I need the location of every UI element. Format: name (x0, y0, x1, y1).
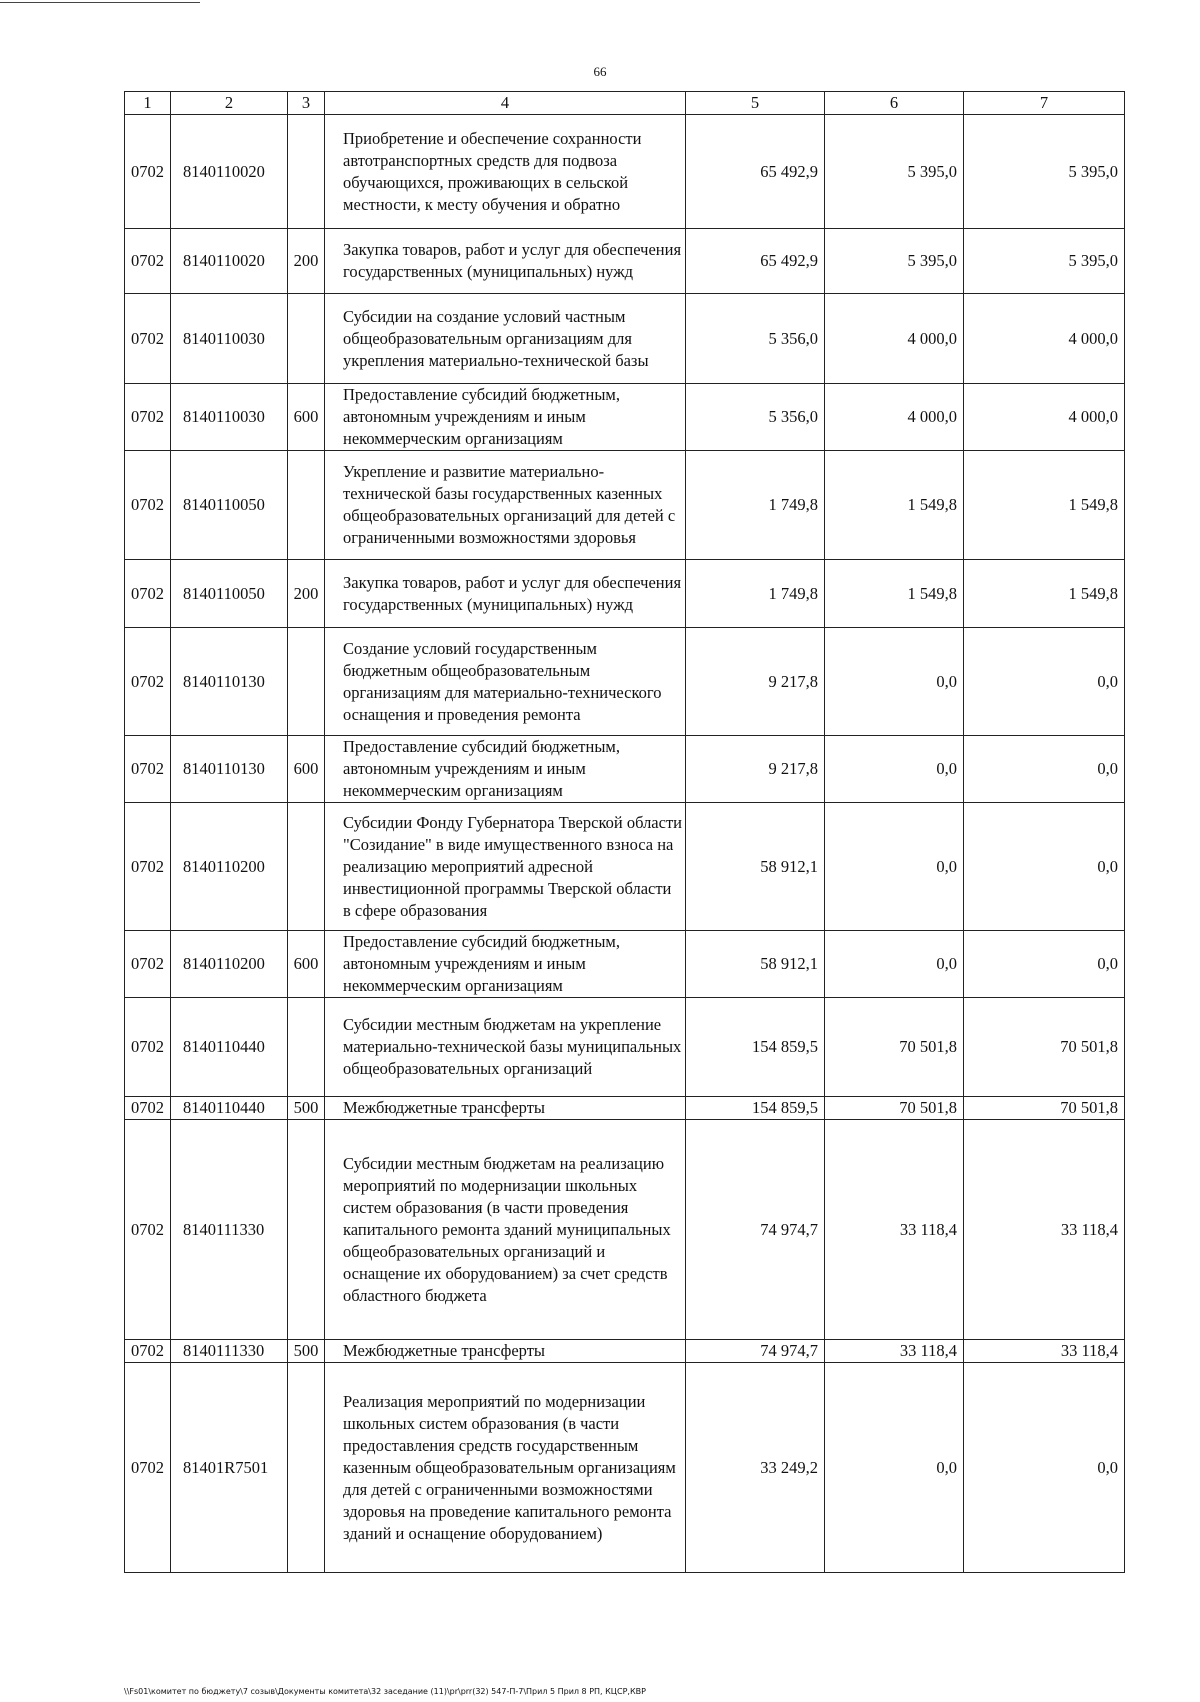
column-header-4: 4 (325, 92, 686, 115)
section-code-cell: 0702 (125, 628, 171, 736)
amount-col5-cell: 65 492,9 (686, 229, 825, 294)
table-row (125, 1363, 1125, 1573)
table-row (125, 1340, 1125, 1363)
section-code-cell: 0702 (125, 1363, 171, 1573)
amount-col5-cell: 58 912,1 (686, 803, 825, 931)
amount-col5-cell: 74 974,7 (686, 1120, 825, 1340)
target-article-cell: 8140110130 (171, 736, 288, 803)
amount-col5-cell: 9 217,8 (686, 736, 825, 803)
description-cell: Предоставление субсидий бюджетным, автономным учреждениям и иным некоммерческим организациям (325, 736, 686, 803)
table-row (125, 736, 1125, 803)
amount-col5-cell: 5 356,0 (686, 384, 825, 451)
table-row (125, 115, 1125, 229)
table-row (125, 628, 1125, 736)
target-article-cell: 8140111330 (171, 1120, 288, 1340)
section-code-cell: 0702 (125, 115, 171, 229)
expense-type-cell (288, 451, 325, 560)
amount-col7-cell: 0,0 (964, 1363, 1125, 1573)
amount-col5-cell: 1 749,8 (686, 560, 825, 628)
expense-type-cell: 200 (288, 560, 325, 628)
description-cell: Закупка товаров, работ и услуг для обеспечения государственных (муниципальных) нужд (325, 229, 686, 294)
amount-col7-cell: 1 549,8 (964, 451, 1125, 560)
target-article-cell: 8140110440 (171, 998, 288, 1097)
target-article-cell: 8140110030 (171, 384, 288, 451)
target-article-cell: 8140110440 (171, 1097, 288, 1120)
amount-col6-cell: 4 000,0 (825, 384, 964, 451)
amount-col6-cell: 70 501,8 (825, 1097, 964, 1120)
amount-col7-cell: 70 501,8 (964, 998, 1125, 1097)
section-code-cell: 0702 (125, 803, 171, 931)
amount-col5-cell: 154 859,5 (686, 998, 825, 1097)
amount-col6-cell: 33 118,4 (825, 1340, 964, 1363)
target-article-cell: 8140110200 (171, 931, 288, 998)
amount-col7-cell: 0,0 (964, 628, 1125, 736)
description-cell: Субсидии Фонду Губернатора Тверской области "Созидание" в виде имущественного взноса на реализацию мероприятий адресной инвестиционной программы Тверской области в сфере образования (325, 803, 686, 931)
amount-col5-cell: 65 492,9 (686, 115, 825, 229)
section-code-cell: 0702 (125, 1120, 171, 1340)
expense-type-cell (288, 1363, 325, 1573)
section-code-cell: 0702 (125, 998, 171, 1097)
description-cell: Реализация мероприятий по модернизации школьных систем образования (в части предоставления средств государственным казенным общеобразовательным организациям для детей с ограниченными возможностями здоровья на проведение капитального ремонта зданий и оснащение оборудованием) (325, 1363, 686, 1573)
column-header-5: 5 (686, 92, 825, 115)
section-code-cell: 0702 (125, 1097, 171, 1120)
amount-col6-cell: 0,0 (825, 628, 964, 736)
amount-col5-cell: 1 749,8 (686, 451, 825, 560)
amount-col5-cell: 74 974,7 (686, 1340, 825, 1363)
amount-col7-cell: 0,0 (964, 803, 1125, 931)
amount-col5-cell: 58 912,1 (686, 931, 825, 998)
expense-type-cell (288, 628, 325, 736)
section-code-cell: 0702 (125, 229, 171, 294)
section-code-cell: 0702 (125, 384, 171, 451)
description-cell: Субсидии на создание условий частным общеобразовательным организациям для укрепления материально-технической базы (325, 294, 686, 384)
table-row (125, 1097, 1125, 1120)
table-header-row (125, 92, 1125, 115)
column-header-3: 3 (288, 92, 325, 115)
expense-type-cell (288, 803, 325, 931)
target-article-cell: 8140110020 (171, 229, 288, 294)
column-header-1: 1 (125, 92, 171, 115)
target-article-cell: 81401R7501 (171, 1363, 288, 1573)
expense-type-cell: 600 (288, 931, 325, 998)
column-header-2: 2 (171, 92, 288, 115)
description-cell: Приобретение и обеспечение сохранности автотранспортных средств для подвоза обучающихся, проживающих в сельской местности, к месту обучения и обратно (325, 115, 686, 229)
amount-col7-cell: 0,0 (964, 736, 1125, 803)
footer-file-path: \\Fs01\комитет по бюджету\7 созыв\Документы комитета\32 заседание (11)\pr\prr(32) 547-П-7\Прил 5 Прил 8 РП, КЦСР,КВР (124, 1687, 646, 1696)
section-code-cell: 0702 (125, 736, 171, 803)
amount-col5-cell: 9 217,8 (686, 628, 825, 736)
table-row (125, 1120, 1125, 1340)
expense-type-cell: 600 (288, 384, 325, 451)
amount-col7-cell: 4 000,0 (964, 384, 1125, 451)
target-article-cell: 8140111330 (171, 1340, 288, 1363)
amount-col7-cell: 1 549,8 (964, 560, 1125, 628)
target-article-cell: 8140110200 (171, 803, 288, 931)
column-header-7: 7 (964, 92, 1125, 115)
table-row (125, 294, 1125, 384)
description-cell: Субсидии местным бюджетам на укрепление материально-технической базы муниципальных общеобразовательных организаций (325, 998, 686, 1097)
table-row (125, 229, 1125, 294)
target-article-cell: 8140110020 (171, 115, 288, 229)
amount-col6-cell: 1 549,8 (825, 560, 964, 628)
amount-col5-cell: 154 859,5 (686, 1097, 825, 1120)
target-article-cell: 8140110030 (171, 294, 288, 384)
amount-col7-cell: 33 118,4 (964, 1120, 1125, 1340)
amount-col5-cell: 33 249,2 (686, 1363, 825, 1573)
table-body (125, 115, 1125, 1573)
amount-col6-cell: 4 000,0 (825, 294, 964, 384)
table-row (125, 384, 1125, 451)
description-cell: Создание условий государственным бюджетным общеобразовательным организациям для материально-технического оснащения и проведения ремонта (325, 628, 686, 736)
amount-col6-cell: 0,0 (825, 803, 964, 931)
target-article-cell: 8140110050 (171, 451, 288, 560)
amount-col7-cell: 4 000,0 (964, 294, 1125, 384)
section-code-cell: 0702 (125, 1340, 171, 1363)
amount-col7-cell: 33 118,4 (964, 1340, 1125, 1363)
expense-type-cell: 500 (288, 1340, 325, 1363)
description-cell: Закупка товаров, работ и услуг для обеспечения государственных (муниципальных) нужд (325, 560, 686, 628)
amount-col6-cell: 0,0 (825, 931, 964, 998)
amount-col6-cell: 1 549,8 (825, 451, 964, 560)
expense-type-cell (288, 1120, 325, 1340)
expense-type-cell (288, 998, 325, 1097)
description-cell: Предоставление субсидий бюджетным, автономным учреждениям и иным некоммерческим организациям (325, 931, 686, 998)
expense-type-cell: 200 (288, 229, 325, 294)
scan-edge-line (0, 2, 200, 3)
column-header-6: 6 (825, 92, 964, 115)
target-article-cell: 8140110050 (171, 560, 288, 628)
expense-type-cell (288, 294, 325, 384)
budget-table (124, 91, 1125, 1573)
section-code-cell: 0702 (125, 451, 171, 560)
section-code-cell: 0702 (125, 294, 171, 384)
expense-type-cell (288, 115, 325, 229)
amount-col6-cell: 0,0 (825, 736, 964, 803)
amount-col6-cell: 0,0 (825, 1363, 964, 1573)
amount-col5-cell: 5 356,0 (686, 294, 825, 384)
expense-type-cell: 600 (288, 736, 325, 803)
description-cell: Укрепление и развитие материально-технической базы государственных казенных общеобразовательных организаций для детей с ограниченными возможностями здоровья (325, 451, 686, 560)
amount-col7-cell: 70 501,8 (964, 1097, 1125, 1120)
table-row (125, 560, 1125, 628)
amount-col7-cell: 5 395,0 (964, 115, 1125, 229)
amount-col6-cell: 70 501,8 (825, 998, 964, 1097)
amount-col7-cell: 5 395,0 (964, 229, 1125, 294)
table-row (125, 931, 1125, 998)
table-row (125, 803, 1125, 931)
amount-col7-cell: 0,0 (964, 931, 1125, 998)
table-row (125, 451, 1125, 560)
page-number: 66 (593, 64, 607, 79)
amount-col6-cell: 33 118,4 (825, 1120, 964, 1340)
amount-col6-cell: 5 395,0 (825, 229, 964, 294)
target-article-cell: 8140110130 (171, 628, 288, 736)
description-cell: Субсидии местным бюджетам на реализацию мероприятий по модернизации школьных систем образования (в части проведения капитального ремонта зданий муниципальных общеобразовательных организаций и оснащение их оборудованием) за счет средств областного бюджета (325, 1120, 686, 1340)
table-row (125, 998, 1125, 1097)
section-code-cell: 0702 (125, 560, 171, 628)
description-cell: Межбюджетные трансферты (325, 1340, 686, 1363)
section-code-cell: 0702 (125, 931, 171, 998)
description-cell: Межбюджетные трансферты (325, 1097, 686, 1120)
expense-type-cell: 500 (288, 1097, 325, 1120)
description-cell: Предоставление субсидий бюджетным, автономным учреждениям и иным некоммерческим организациям (325, 384, 686, 451)
amount-col6-cell: 5 395,0 (825, 115, 964, 229)
